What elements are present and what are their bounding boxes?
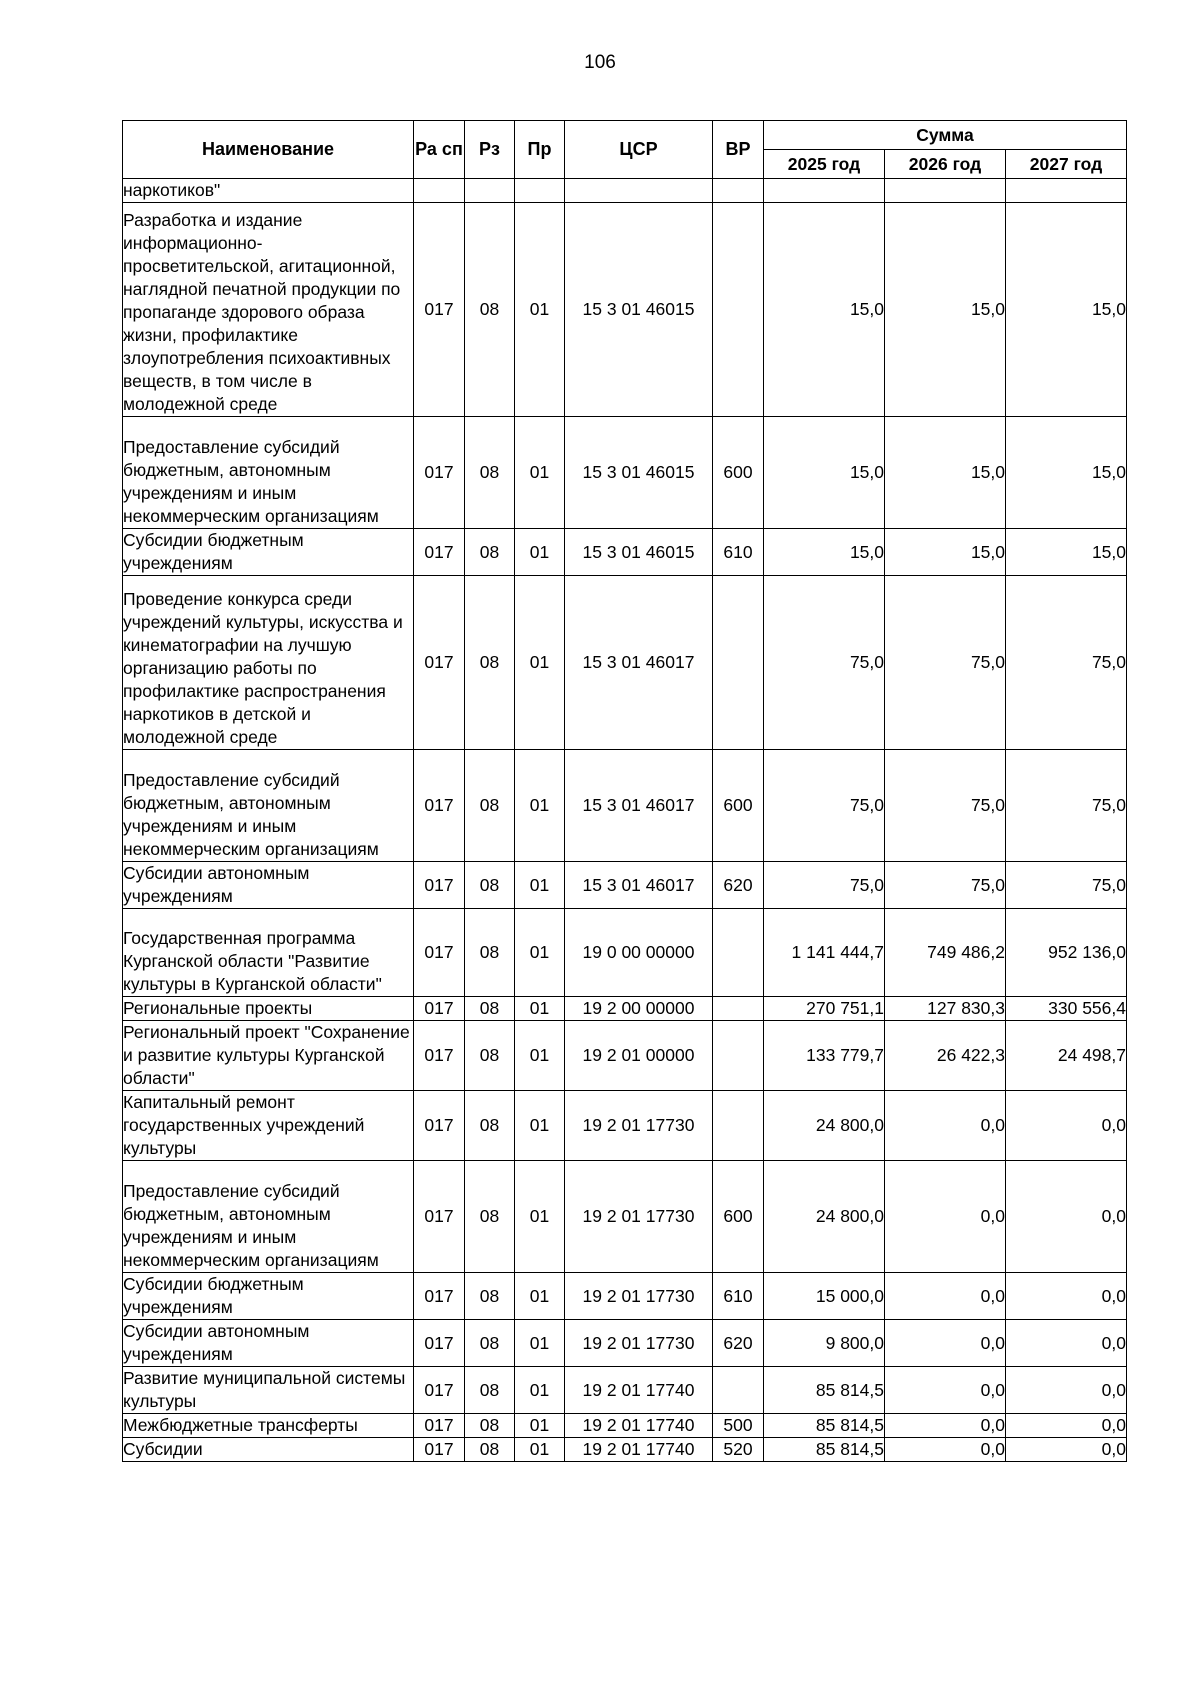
cell-name: Субсидии бюджетным учреждениям [123, 1273, 414, 1320]
cell-pr: 01 [515, 750, 565, 862]
cell-csr: 19 2 01 00000 [565, 1021, 713, 1091]
cell-csr: 15 3 01 46017 [565, 862, 713, 909]
cell-y2026: 0,0 [885, 1320, 1006, 1367]
cell-rz: 08 [465, 997, 515, 1021]
cell-rz: 08 [465, 417, 515, 529]
header-csr: ЦСР [565, 121, 713, 179]
cell-name: Региональные проекты [123, 997, 414, 1021]
cell-csr: 19 2 01 17730 [565, 1273, 713, 1320]
cell-y2027: 0,0 [1006, 1438, 1127, 1462]
cell-pr: 01 [515, 1320, 565, 1367]
cell-rasp: 017 [414, 909, 465, 997]
cell-y2025: 9 800,0 [764, 1320, 885, 1367]
cell-pr: 01 [515, 1091, 565, 1161]
cell-y2027: 330 556,4 [1006, 997, 1127, 1021]
cell-y2026 [885, 179, 1006, 203]
cell-y2027: 0,0 [1006, 1161, 1127, 1273]
cell-y2027: 75,0 [1006, 862, 1127, 909]
table-row [123, 1320, 1127, 1367]
cell-y2027: 952 136,0 [1006, 909, 1127, 997]
cell-csr: 15 3 01 46017 [565, 576, 713, 750]
table-row [123, 1414, 1127, 1438]
cell-vr [713, 997, 764, 1021]
cell-vr: 620 [713, 862, 764, 909]
cell-vr [713, 1091, 764, 1161]
cell-vr: 600 [713, 750, 764, 862]
cell-y2026: 0,0 [885, 1414, 1006, 1438]
cell-vr [713, 179, 764, 203]
cell-pr: 01 [515, 1161, 565, 1273]
cell-pr: 01 [515, 1438, 565, 1462]
cell-y2026: 749 486,2 [885, 909, 1006, 997]
cell-vr: 610 [713, 529, 764, 576]
header-name: Наименование [123, 121, 414, 179]
cell-rz: 08 [465, 576, 515, 750]
table-body [123, 179, 1127, 1462]
cell-y2025: 1 141 444,7 [764, 909, 885, 997]
cell-rasp: 017 [414, 750, 465, 862]
cell-rasp: 017 [414, 862, 465, 909]
cell-rasp: 017 [414, 203, 465, 417]
cell-name: Субсидии [123, 1438, 414, 1462]
cell-csr: 15 3 01 46015 [565, 529, 713, 576]
cell-rasp: 017 [414, 1161, 465, 1273]
cell-y2026: 26 422,3 [885, 1021, 1006, 1091]
cell-name: Субсидии автономным учреждениям [123, 862, 414, 909]
cell-name: Субсидии бюджетным учреждениям [123, 529, 414, 576]
table-row [123, 1367, 1127, 1414]
cell-pr: 01 [515, 417, 565, 529]
cell-rz: 08 [465, 750, 515, 862]
cell-rz: 08 [465, 1273, 515, 1320]
cell-y2026: 75,0 [885, 576, 1006, 750]
header-pr: Пр [515, 121, 565, 179]
cell-csr [565, 179, 713, 203]
cell-rz: 08 [465, 1438, 515, 1462]
table-row [123, 203, 1127, 417]
cell-y2025: 85 814,5 [764, 1438, 885, 1462]
cell-rasp: 017 [414, 1091, 465, 1161]
cell-csr: 19 2 01 17740 [565, 1438, 713, 1462]
cell-vr [713, 1021, 764, 1091]
cell-pr: 01 [515, 529, 565, 576]
cell-y2027: 0,0 [1006, 1273, 1127, 1320]
cell-y2027 [1006, 179, 1127, 203]
cell-csr: 19 2 01 17740 [565, 1414, 713, 1438]
cell-pr: 01 [515, 1021, 565, 1091]
cell-vr: 610 [713, 1273, 764, 1320]
cell-y2027: 75,0 [1006, 576, 1127, 750]
cell-y2025: 75,0 [764, 576, 885, 750]
cell-rz: 08 [465, 1161, 515, 1273]
cell-pr [515, 179, 565, 203]
table-row [123, 179, 1127, 203]
cell-rz: 08 [465, 529, 515, 576]
table-row [123, 862, 1127, 909]
table-row [123, 1161, 1127, 1273]
cell-y2027: 24 498,7 [1006, 1021, 1127, 1091]
cell-pr: 01 [515, 997, 565, 1021]
budget-table [122, 120, 1127, 1462]
cell-y2025: 24 800,0 [764, 1091, 885, 1161]
cell-vr: 500 [713, 1414, 764, 1438]
cell-rasp: 017 [414, 417, 465, 529]
table-row [123, 997, 1127, 1021]
cell-pr: 01 [515, 203, 565, 417]
table-row [123, 1091, 1127, 1161]
cell-y2026: 0,0 [885, 1367, 1006, 1414]
cell-name: Предоставление субсидий бюджетным, автономным учреждениям и иным некоммерческим организациям [123, 750, 414, 862]
cell-y2025: 15,0 [764, 203, 885, 417]
cell-rasp: 017 [414, 1367, 465, 1414]
cell-rasp: 017 [414, 576, 465, 750]
cell-y2025: 270 751,1 [764, 997, 885, 1021]
cell-csr: 19 2 01 17740 [565, 1367, 713, 1414]
cell-y2025: 24 800,0 [764, 1161, 885, 1273]
cell-rz: 08 [465, 1021, 515, 1091]
cell-vr: 520 [713, 1438, 764, 1462]
cell-y2025 [764, 179, 885, 203]
cell-rasp [414, 179, 465, 203]
cell-y2026: 75,0 [885, 750, 1006, 862]
cell-y2026: 15,0 [885, 417, 1006, 529]
cell-name: Разработка и издание информационно-просветительской, агитационной, наглядной печатной продукции по пропаганде здорового образа жизни, профилактике злоупотребления психоактивных веществ, в том числе в молодежной среде [123, 203, 414, 417]
cell-y2025: 15,0 [764, 529, 885, 576]
cell-y2027: 75,0 [1006, 750, 1127, 862]
table-row [123, 1438, 1127, 1462]
cell-rasp: 017 [414, 1414, 465, 1438]
cell-name: наркотиков" [123, 179, 414, 203]
cell-rasp: 017 [414, 1320, 465, 1367]
cell-name: Региональный проект "Сохранение и развитие культуры Курганской области" [123, 1021, 414, 1091]
cell-y2027: 15,0 [1006, 417, 1127, 529]
table-row [123, 909, 1127, 997]
header-sum: Сумма [764, 121, 1127, 150]
cell-csr: 19 0 00 00000 [565, 909, 713, 997]
table-row [123, 576, 1127, 750]
cell-vr [713, 1367, 764, 1414]
cell-y2027: 0,0 [1006, 1414, 1127, 1438]
cell-pr: 01 [515, 909, 565, 997]
cell-y2026: 0,0 [885, 1273, 1006, 1320]
header-year-2025: 2025 год [764, 150, 885, 179]
cell-rasp: 017 [414, 529, 465, 576]
cell-name: Капитальный ремонт государственных учреждений культуры [123, 1091, 414, 1161]
cell-rz: 08 [465, 862, 515, 909]
cell-y2027: 15,0 [1006, 203, 1127, 417]
cell-y2026: 0,0 [885, 1438, 1006, 1462]
cell-rz: 08 [465, 1320, 515, 1367]
cell-y2027: 0,0 [1006, 1367, 1127, 1414]
table-row [123, 417, 1127, 529]
cell-csr: 15 3 01 46015 [565, 203, 713, 417]
cell-pr: 01 [515, 576, 565, 750]
cell-csr: 15 3 01 46015 [565, 417, 713, 529]
cell-y2026: 127 830,3 [885, 997, 1006, 1021]
cell-rz: 08 [465, 1414, 515, 1438]
cell-vr [713, 203, 764, 417]
table-row [123, 1021, 1127, 1091]
cell-y2025: 75,0 [764, 750, 885, 862]
cell-name: Предоставление субсидий бюджетным, автономным учреждениям и иным некоммерческим организациям [123, 1161, 414, 1273]
cell-y2026: 75,0 [885, 862, 1006, 909]
table-row [123, 750, 1127, 862]
cell-pr: 01 [515, 1367, 565, 1414]
cell-y2027: 15,0 [1006, 529, 1127, 576]
table-row [123, 1273, 1127, 1320]
cell-rasp: 017 [414, 997, 465, 1021]
header-year-2026: 2026 год [885, 150, 1006, 179]
cell-y2025: 15 000,0 [764, 1273, 885, 1320]
cell-vr: 620 [713, 1320, 764, 1367]
table-row [123, 529, 1127, 576]
cell-csr: 19 2 01 17730 [565, 1161, 713, 1273]
cell-y2025: 85 814,5 [764, 1414, 885, 1438]
cell-y2025: 85 814,5 [764, 1367, 885, 1414]
cell-rz [465, 179, 515, 203]
cell-name: Государственная программа Курганской области "Развитие культуры в Курганской области" [123, 909, 414, 997]
cell-rasp: 017 [414, 1438, 465, 1462]
cell-pr: 01 [515, 862, 565, 909]
table-header [123, 121, 1127, 179]
cell-csr: 15 3 01 46017 [565, 750, 713, 862]
cell-y2027: 0,0 [1006, 1320, 1127, 1367]
header-rasp: Ра сп [414, 121, 465, 179]
header-year-2027: 2027 год [1006, 150, 1127, 179]
cell-y2027: 0,0 [1006, 1091, 1127, 1161]
cell-csr: 19 2 00 00000 [565, 997, 713, 1021]
cell-rz: 08 [465, 203, 515, 417]
cell-rasp: 017 [414, 1021, 465, 1091]
cell-name: Предоставление субсидий бюджетным, автономным учреждениям и иным некоммерческим организациям [123, 417, 414, 529]
cell-csr: 19 2 01 17730 [565, 1320, 713, 1367]
cell-name: Развитие муниципальной системы культуры [123, 1367, 414, 1414]
page-number: 106 [584, 52, 616, 73]
cell-name: Субсидии автономным учреждениям [123, 1320, 414, 1367]
cell-pr: 01 [515, 1273, 565, 1320]
cell-rasp: 017 [414, 1273, 465, 1320]
cell-y2026: 15,0 [885, 529, 1006, 576]
cell-y2026: 0,0 [885, 1091, 1006, 1161]
header-vr: ВР [713, 121, 764, 179]
cell-vr [713, 576, 764, 750]
cell-csr: 19 2 01 17730 [565, 1091, 713, 1161]
header-rz: Рз [465, 121, 515, 179]
cell-y2025: 15,0 [764, 417, 885, 529]
cell-y2026: 15,0 [885, 203, 1006, 417]
cell-y2025: 133 779,7 [764, 1021, 885, 1091]
cell-name: Межбюджетные трансферты [123, 1414, 414, 1438]
cell-vr [713, 909, 764, 997]
cell-rz: 08 [465, 1091, 515, 1161]
cell-y2025: 75,0 [764, 862, 885, 909]
cell-pr: 01 [515, 1414, 565, 1438]
cell-y2026: 0,0 [885, 1161, 1006, 1273]
cell-name: Проведение конкурса среди учреждений культуры, искусства и кинематографии на лучшую организацию работы по профилактике распространения наркотиков в детской и молодежной среде [123, 576, 414, 750]
cell-rz: 08 [465, 1367, 515, 1414]
cell-rz: 08 [465, 909, 515, 997]
cell-vr: 600 [713, 417, 764, 529]
cell-vr: 600 [713, 1161, 764, 1273]
